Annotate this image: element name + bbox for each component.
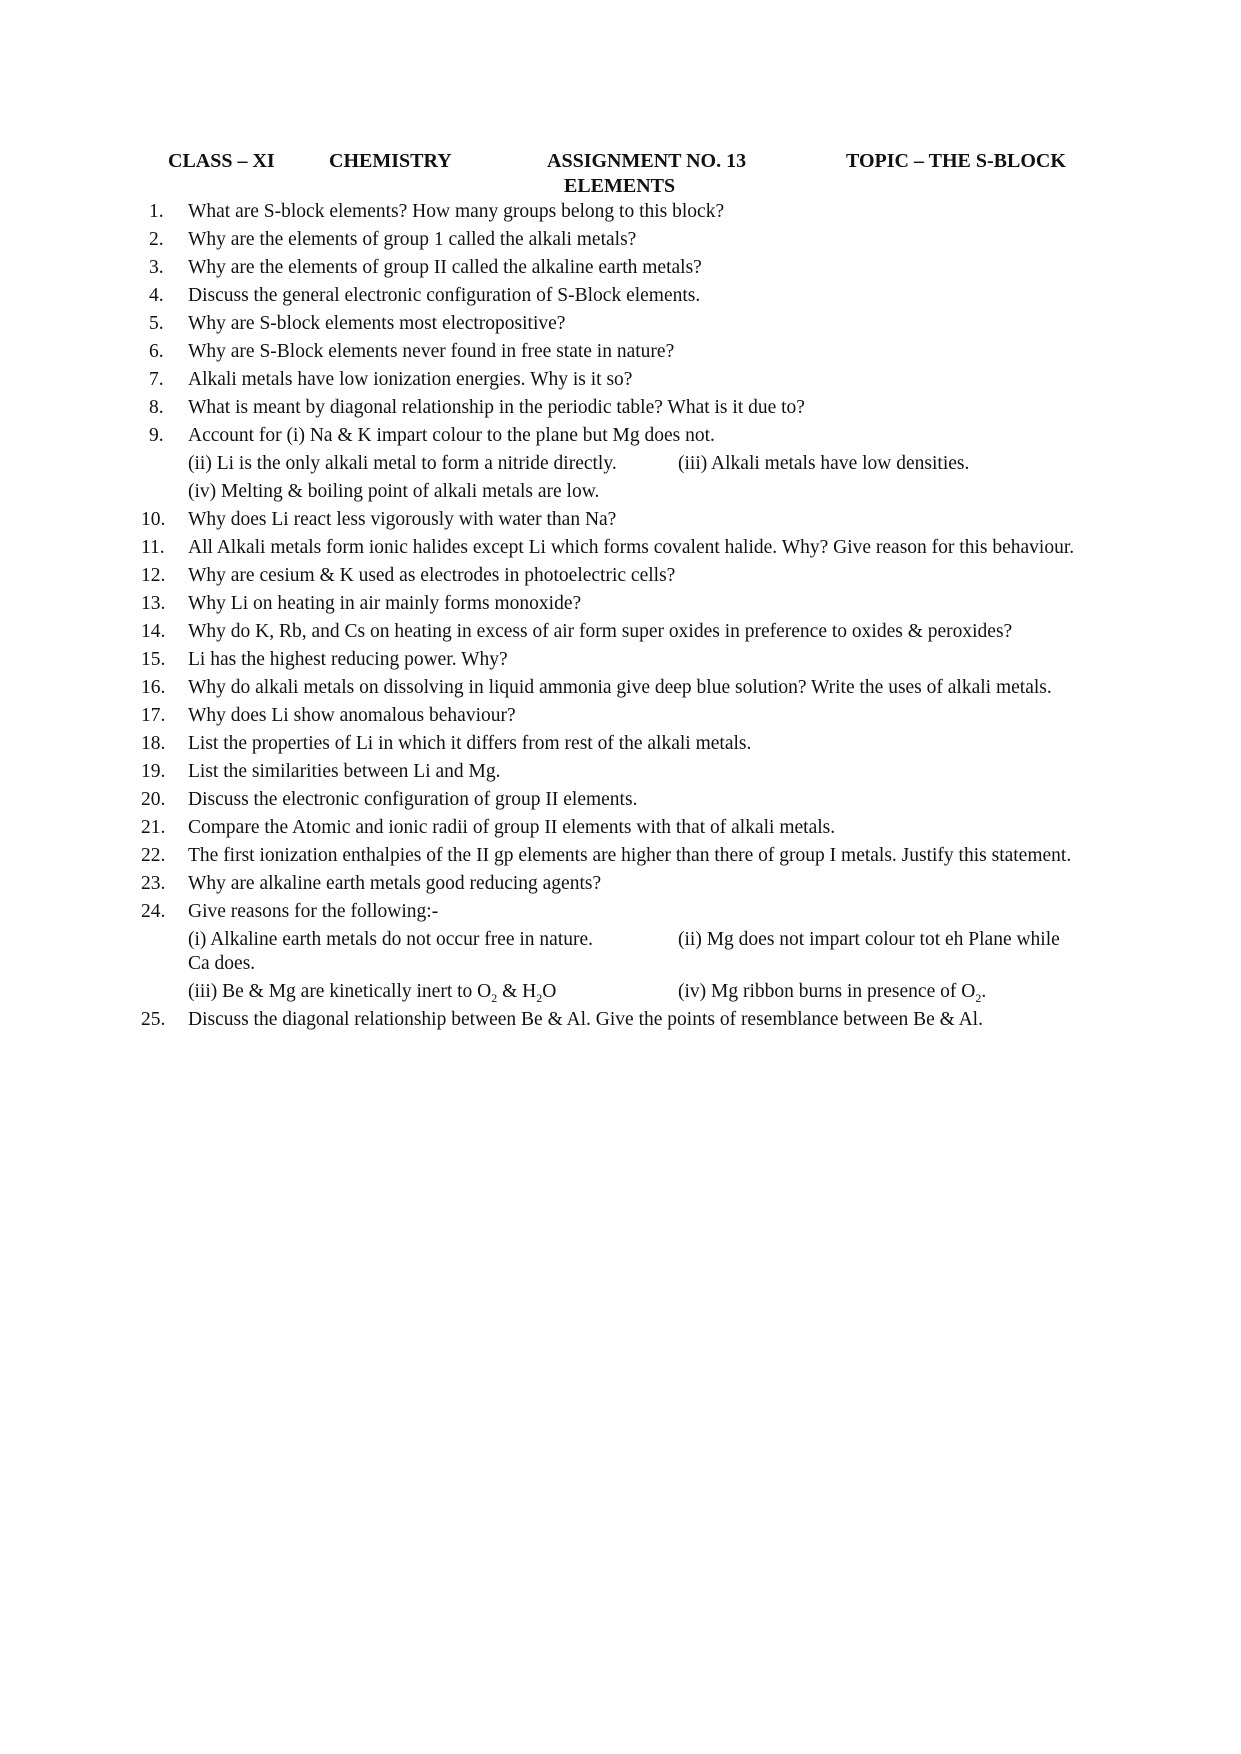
sub-question: (ii) Mg does not impart colour tot eh Plane while — [678, 929, 1060, 950]
question-text: Compare the Atomic and ionic radii of group II elements with that of alkali metals. — [188, 817, 836, 838]
question-text: Why does Li react less vigorously with water than Na? — [188, 509, 617, 530]
sub-question-row — [188, 980, 1094, 1004]
question-text: Li has the highest reducing power. Why? — [188, 649, 508, 670]
question-text: Why are alkaline earth metals good reducing agents? — [188, 873, 602, 894]
question-number: 9. — [149, 425, 164, 446]
question-text: Why are the elements of group II called the alkaline earth metals? — [188, 257, 702, 278]
question-number: 25. — [141, 1009, 166, 1030]
question-number: 22. — [141, 845, 166, 866]
question-number: 21. — [141, 817, 166, 838]
formula-text: . — [981, 981, 987, 1002]
list-item — [149, 284, 1094, 308]
list-item — [141, 648, 1094, 672]
question-text: What are S-block elements? How many groups belong to this block? — [188, 201, 725, 222]
list-item — [141, 536, 1094, 560]
formula-text: & H — [497, 981, 537, 1002]
question-text: Account for (i) Na & K impart colour to the plane but Mg does not. — [188, 425, 715, 446]
question-number: 17. — [141, 705, 166, 726]
sub-question-continued: Ca does. — [188, 953, 256, 974]
question-number: 4. — [149, 285, 164, 306]
question-number: 7. — [149, 369, 164, 390]
list-item — [141, 564, 1094, 588]
question-number: 11. — [141, 537, 165, 558]
question-number: 16. — [141, 677, 166, 698]
list-item — [141, 900, 1094, 1005]
sub-question: (iv) Melting & boiling point of alkali metals are low. — [188, 481, 600, 502]
list-item — [149, 368, 1094, 392]
sub-question — [678, 980, 1094, 1004]
sub-question: (i) Alkaline earth metals do not occur free in nature. — [188, 929, 594, 950]
list-item — [149, 424, 1094, 504]
question-number: 13. — [141, 593, 166, 614]
question-text: All Alkali metals form ionic halides except Li which forms covalent halide. Why? Give reason for this behaviour. — [188, 537, 1075, 558]
question-text: Why are S-Block elements never found in free state in nature? — [188, 341, 675, 362]
formula-text: O — [542, 981, 557, 1002]
question-number: 3. — [149, 257, 164, 278]
question-text: Why are S-block elements most electropositive? — [188, 313, 566, 334]
assignment-number: ASSIGNMENT NO. 13 — [547, 150, 747, 172]
subject-label: CHEMISTRY — [329, 150, 452, 172]
sub-question: (ii) Li is the only alkali metal to form a nitride directly. — [188, 453, 617, 474]
sub-question-row — [188, 928, 1094, 952]
question-text: List the similarities between Li and Mg. — [188, 761, 501, 782]
question-number: 10. — [141, 509, 166, 530]
list-item — [149, 200, 1094, 224]
question-number: 15. — [141, 649, 166, 670]
question-number: 14. — [141, 621, 166, 642]
question-number: 19. — [141, 761, 166, 782]
list-item — [141, 676, 1094, 700]
list-item — [141, 732, 1094, 756]
question-list — [141, 200, 1094, 1036]
list-item — [149, 228, 1094, 252]
list-item — [149, 256, 1094, 280]
class-label: CLASS – XI — [168, 150, 275, 172]
sub-question — [188, 980, 678, 1004]
list-item — [141, 872, 1094, 896]
list-item — [141, 844, 1094, 868]
list-item — [149, 312, 1094, 336]
question-number: 1. — [149, 201, 164, 222]
topic-title-continued: ELEMENTS — [564, 175, 676, 197]
question-text: Discuss the electronic configuration of group II elements. — [188, 789, 638, 810]
question-number: 6. — [149, 341, 164, 362]
question-number: 2. — [149, 229, 164, 250]
topic-title: TOPIC – THE S-BLOCK — [846, 150, 1066, 172]
question-number: 12. — [141, 565, 166, 586]
question-text: List the properties of Li in which it differs from rest of the alkali metals. — [188, 733, 752, 754]
question-text: Why are the elements of group 1 called the alkali metals? — [188, 229, 637, 250]
list-item — [141, 508, 1094, 532]
question-text: Why do alkali metals on dissolving in liquid ammonia give deep blue solution? Write the uses of alkali metals. — [188, 677, 1052, 698]
question-text: Give reasons for the following:- — [188, 901, 439, 922]
sub-question: (iii) Alkali metals have low densities. — [678, 453, 970, 474]
question-text: Why are cesium & K used as electrodes in photoelectric cells? — [188, 565, 676, 586]
subscript: 2 — [975, 990, 982, 1005]
question-number: 5. — [149, 313, 164, 334]
sub-question-row — [188, 452, 1094, 476]
question-number: 24. — [141, 901, 166, 922]
question-number: 18. — [141, 733, 166, 754]
formula-text: (iii) Be & Mg are kinetically inert to O — [188, 981, 492, 1002]
question-text: Why Li on heating in air mainly forms monoxide? — [188, 593, 582, 614]
question-number: 8. — [149, 397, 164, 418]
list-item — [141, 788, 1094, 812]
list-item — [141, 1008, 1094, 1032]
subscript: 2 — [491, 990, 498, 1005]
question-text: Why does Li show anomalous behaviour? — [188, 705, 516, 726]
list-item — [141, 620, 1094, 644]
question-text: Discuss the diagonal relationship between Be & Al. Give the points of resemblance between Be & Al. — [188, 1009, 983, 1030]
question-number: 23. — [141, 873, 166, 894]
list-item — [141, 592, 1094, 616]
list-item — [149, 340, 1094, 364]
formula-text: (iv) Mg ribbon burns in presence of O — [678, 981, 976, 1002]
question-text: What is meant by diagonal relationship in the periodic table? What is it due to? — [188, 397, 805, 418]
question-text: The first ionization enthalpies of the II gp elements are higher than there of group I metals. Justify this statement. — [188, 845, 1072, 866]
list-item — [141, 816, 1094, 840]
list-item — [141, 704, 1094, 728]
list-item — [141, 760, 1094, 784]
question-text: Discuss the general electronic configuration of S-Block elements. — [188, 285, 701, 306]
question-number: 20. — [141, 789, 166, 810]
list-item — [149, 396, 1094, 420]
question-text: Alkali metals have low ionization energies. Why is it so? — [188, 369, 633, 390]
question-text: Why do K, Rb, and Cs on heating in excess of air form super oxides in preference to oxides & peroxides? — [188, 621, 1013, 642]
subscript: 2 — [536, 990, 543, 1005]
